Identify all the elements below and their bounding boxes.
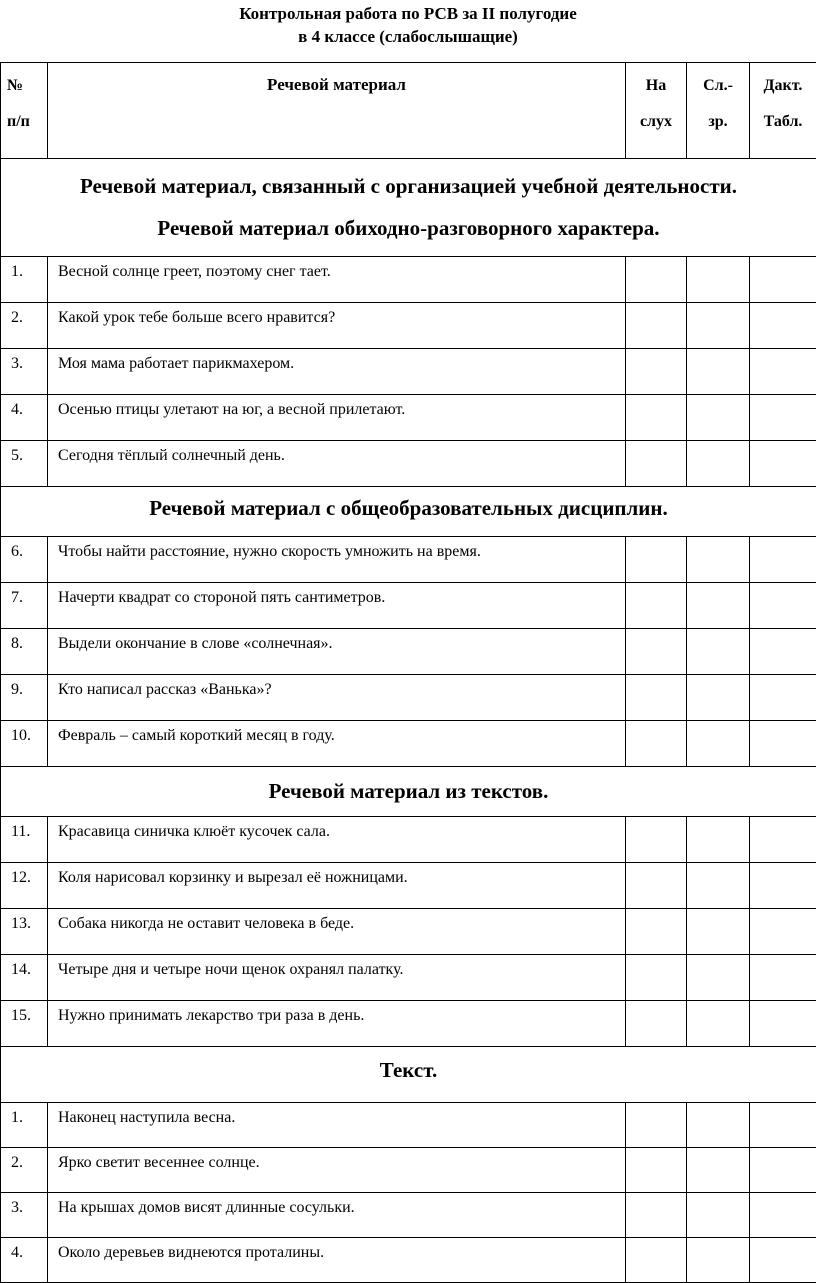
by-ear-cell[interactable] [626, 395, 687, 441]
section-title-line: Речевой материал из текстов. [1, 774, 816, 808]
lip-reading-cell[interactable] [687, 1001, 750, 1047]
header-fingerspelling-line2: Табл. [750, 95, 816, 131]
fingerspelling-cell[interactable] [750, 583, 816, 629]
lip-reading-cell[interactable] [687, 1103, 750, 1148]
by-ear-cell[interactable] [626, 257, 687, 303]
lip-reading-cell[interactable] [687, 955, 750, 1001]
table-row [1, 629, 816, 675]
section-header-row [1, 487, 816, 537]
table-row [1, 721, 816, 767]
fingerspelling-cell[interactable] [750, 441, 816, 487]
lip-reading-cell[interactable] [687, 817, 750, 863]
row-number: 7. [1, 583, 48, 629]
table-row [1, 303, 816, 349]
table-row [1, 675, 816, 721]
header-number [1, 63, 48, 159]
row-text: На крышах домов висят длинные сосульки. [48, 1193, 626, 1238]
fingerspelling-cell[interactable] [750, 537, 816, 583]
by-ear-cell[interactable] [626, 675, 687, 721]
header-fingerspelling [750, 63, 816, 159]
section-title [1, 487, 816, 537]
row-text: Сегодня тёплый солнечный день. [48, 441, 626, 487]
table-row [1, 863, 816, 909]
row-number: 9. [1, 675, 48, 721]
lip-reading-cell[interactable] [687, 909, 750, 955]
row-number: 14. [1, 955, 48, 1001]
lip-reading-cell[interactable] [687, 721, 750, 767]
speech-material-table [0, 62, 816, 1283]
lip-reading-cell[interactable] [687, 863, 750, 909]
row-text: Наконец наступила весна. [48, 1103, 626, 1148]
row-text: Собака никогда не оставит человека в беде. [48, 909, 626, 955]
table-row [1, 1148, 816, 1193]
fingerspelling-cell[interactable] [750, 863, 816, 909]
section-title [1, 159, 816, 257]
lip-reading-cell[interactable] [687, 257, 750, 303]
by-ear-cell[interactable] [626, 1238, 687, 1283]
row-number: 4. [1, 395, 48, 441]
row-number: 2. [1, 1148, 48, 1193]
table-row [1, 441, 816, 487]
by-ear-cell[interactable] [626, 349, 687, 395]
by-ear-cell[interactable] [626, 583, 687, 629]
document-title [0, 2, 816, 48]
section-title [1, 1047, 816, 1103]
fingerspelling-cell[interactable] [750, 1238, 816, 1283]
by-ear-cell[interactable] [626, 721, 687, 767]
fingerspelling-cell[interactable] [750, 349, 816, 395]
row-text: Красавица синичка клюёт кусочек сала. [48, 817, 626, 863]
row-text: Коля нарисовал корзинку и вырезал её ножницами. [48, 863, 626, 909]
row-number: 3. [1, 349, 48, 395]
by-ear-cell[interactable] [626, 441, 687, 487]
row-number: 15. [1, 1001, 48, 1047]
by-ear-cell[interactable] [626, 863, 687, 909]
row-number: 13. [1, 909, 48, 955]
lip-reading-cell[interactable] [687, 1238, 750, 1283]
fingerspelling-cell[interactable] [750, 629, 816, 675]
table-row [1, 537, 816, 583]
row-text: Нужно принимать лекарство три раза в день. [48, 1001, 626, 1047]
row-number: 2. [1, 303, 48, 349]
fingerspelling-cell[interactable] [750, 955, 816, 1001]
fingerspelling-cell[interactable] [750, 1001, 816, 1047]
row-number: 5. [1, 441, 48, 487]
lip-reading-cell[interactable] [687, 675, 750, 721]
title-line-1: Контрольная работа по РСВ за II полугодие [0, 2, 816, 25]
row-number: 10. [1, 721, 48, 767]
fingerspelling-cell[interactable] [750, 675, 816, 721]
header-lip-reading [687, 63, 750, 159]
row-text: Выдели окончание в слове «солнечная». [48, 629, 626, 675]
fingerspelling-cell[interactable] [750, 721, 816, 767]
fingerspelling-cell[interactable] [750, 1193, 816, 1238]
fingerspelling-cell[interactable] [750, 909, 816, 955]
header-by-ear [626, 63, 687, 159]
section-header-row [1, 767, 816, 817]
table-row [1, 1238, 816, 1283]
header-number-line1: № [7, 63, 47, 95]
row-text: Февраль – самый короткий месяц в году. [48, 721, 626, 767]
by-ear-cell[interactable] [626, 1193, 687, 1238]
table-row [1, 395, 816, 441]
table-row [1, 1103, 816, 1148]
header-lip-reading-line2: зр. [687, 95, 749, 131]
row-number: 3. [1, 1193, 48, 1238]
lip-reading-cell[interactable] [687, 303, 750, 349]
row-text: Чтобы найти расстояние, нужно скорость умножить на время. [48, 537, 626, 583]
row-text: Ярко светит весеннее солнце. [48, 1148, 626, 1193]
row-text: Около деревьев виднеются проталины. [48, 1238, 626, 1283]
header-by-ear-line1: На [626, 77, 686, 95]
header-fingerspelling-line1: Дакт. [750, 77, 816, 95]
row-text: Весной солнце греет, поэтому снег тает. [48, 257, 626, 303]
section-title-line: Речевой материал, связанный с организацией учебной деятельности. [1, 165, 816, 207]
section-header-row [1, 159, 816, 257]
row-number: 1. [1, 257, 48, 303]
row-text: Начерти квадрат со стороной пять сантиметров. [48, 583, 626, 629]
header-lip-reading-line1: Сл.- [687, 77, 749, 95]
table-row [1, 257, 816, 303]
fingerspelling-cell[interactable] [750, 257, 816, 303]
row-text: Какой урок тебе больше всего нравится? [48, 303, 626, 349]
row-number: 11. [1, 817, 48, 863]
row-number: 12. [1, 863, 48, 909]
table-row [1, 1193, 816, 1238]
row-number: 8. [1, 629, 48, 675]
lip-reading-cell[interactable] [687, 629, 750, 675]
header-material: Речевой материал [48, 63, 626, 159]
header-by-ear-line2: слух [626, 95, 686, 131]
by-ear-cell[interactable] [626, 303, 687, 349]
table-row [1, 955, 816, 1001]
lip-reading-cell[interactable] [687, 441, 750, 487]
row-text: Кто написал рассказ «Ванька»? [48, 675, 626, 721]
section-title [1, 767, 816, 817]
row-number: 1. [1, 1103, 48, 1148]
lip-reading-cell[interactable] [687, 1148, 750, 1193]
by-ear-cell[interactable] [626, 1001, 687, 1047]
fingerspelling-cell[interactable] [750, 1148, 816, 1193]
section-title-line: Речевой материал обиходно-разговорного характера. [1, 207, 816, 249]
table-row [1, 1001, 816, 1047]
row-text: Осенью птицы улетают на юг, а весной прилетают. [48, 395, 626, 441]
section-header-row [1, 1047, 816, 1103]
row-number: 6. [1, 537, 48, 583]
lip-reading-cell[interactable] [687, 1193, 750, 1238]
row-number: 4. [1, 1238, 48, 1283]
table-row [1, 583, 816, 629]
fingerspelling-cell[interactable] [750, 395, 816, 441]
by-ear-cell[interactable] [626, 1103, 687, 1148]
lip-reading-cell[interactable] [687, 349, 750, 395]
section-title-line: Текст. [1, 1053, 816, 1087]
header-number-line2: п/п [7, 95, 47, 131]
table-row [1, 349, 816, 395]
table-row [1, 909, 816, 955]
by-ear-cell[interactable] [626, 1148, 687, 1193]
by-ear-cell[interactable] [626, 909, 687, 955]
fingerspelling-cell[interactable] [750, 817, 816, 863]
by-ear-cell[interactable] [626, 955, 687, 1001]
fingerspelling-cell[interactable] [750, 303, 816, 349]
lip-reading-cell[interactable] [687, 583, 750, 629]
table-row [1, 817, 816, 863]
lip-reading-cell[interactable] [687, 395, 750, 441]
table-header-row [1, 63, 816, 159]
title-line-2: в 4 классе (слабослышащие) [0, 25, 816, 48]
by-ear-cell[interactable] [626, 629, 687, 675]
row-text: Четыре дня и четыре ночи щенок охранял палатку. [48, 955, 626, 1001]
fingerspelling-cell[interactable] [750, 1103, 816, 1148]
section-title-line: Речевой материал с общеобразовательных дисциплин. [1, 491, 816, 525]
row-text: Моя мама работает парикмахером. [48, 349, 626, 395]
lip-reading-cell[interactable] [687, 537, 750, 583]
by-ear-cell[interactable] [626, 537, 687, 583]
by-ear-cell[interactable] [626, 817, 687, 863]
